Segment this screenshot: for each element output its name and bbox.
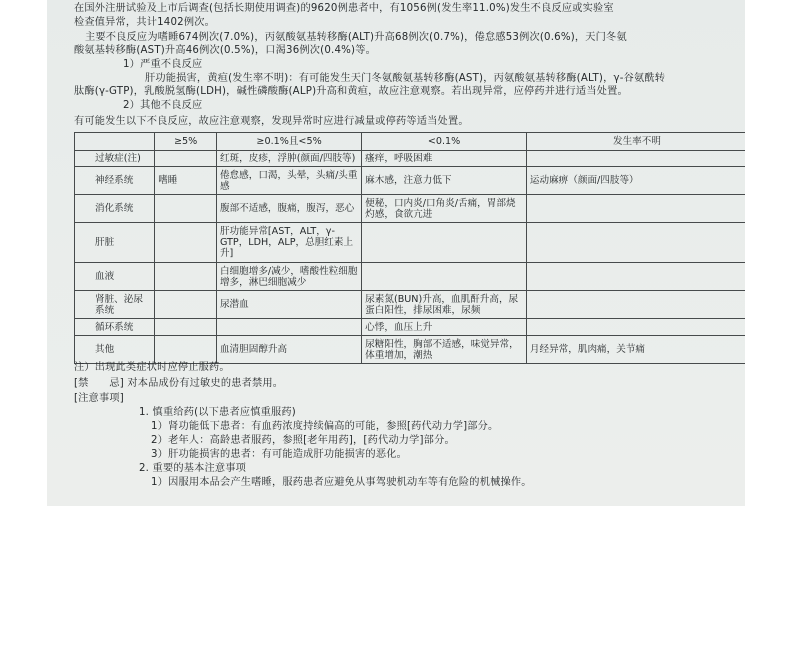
- table-cell: [526, 195, 745, 223]
- system-cell: 过敏症(注): [75, 151, 155, 167]
- intro-line-1: 在国外注册试验及上市后调查(包括长期使用调查)的9620例患者中，有1056例(发生率11.0%)发生不良反应或实验室: [74, 3, 614, 14]
- table-row: [75, 336, 746, 364]
- table-cell: [362, 223, 527, 263]
- system-cell: 肝脏: [75, 223, 155, 263]
- table-cell: 白细胞增多/减少，嗜酸性粒细胞增多，淋巴细胞减少: [216, 263, 361, 291]
- table-cell: 红斑，皮疹，浮肿(颜面/四肢等): [216, 151, 361, 167]
- severe-heading: 1）严重不良反应: [123, 59, 203, 70]
- adverse-reaction-table: [74, 132, 745, 364]
- table-cell: [155, 151, 217, 167]
- table-row: [75, 263, 746, 291]
- table-cell: [526, 319, 745, 336]
- table-cell: [526, 223, 745, 263]
- header-cell: ≥5%: [155, 133, 217, 151]
- intro-line-3: 主要不良反应为嗜睡674例次(7.0%)，丙氨酸氨基转移酶(ALT)升高68例次(0.7%)，倦怠感53例次(0.6%)，天门冬氨: [85, 32, 627, 43]
- table-cell: 便秘，口内炎/口角炎/舌痛，胃部烧灼感，食欲亢进: [362, 195, 527, 223]
- system-cell: 血液: [75, 263, 155, 291]
- system-cell: 肾脏、泌尿系统: [75, 291, 155, 319]
- table-cell: 嗜睡: [155, 167, 217, 195]
- table-header-row: [75, 133, 746, 151]
- table-cell: [526, 263, 745, 291]
- table-cell: 血清胆固醇升高: [216, 336, 361, 364]
- system-cell: 其他: [75, 336, 155, 364]
- table-cell: [216, 319, 361, 336]
- table-row: [75, 167, 746, 195]
- package-insert-sheet: [47, 0, 745, 506]
- table-cell: [155, 291, 217, 319]
- precaution-item-1-1: 1）肾功能低下患者：有血药浓度持续偏高的可能，参照[药代动力学]部分。: [151, 421, 499, 432]
- table-cell: [362, 263, 527, 291]
- table-cell: [155, 223, 217, 263]
- table-cell: 倦怠感，口渴，头晕，头痛/头重感: [216, 167, 361, 195]
- system-cell: 消化系统: [75, 195, 155, 223]
- precaution-item-1: 1. 慎重给药(以下患者应慎重服药): [139, 407, 296, 418]
- table-cell: 尿潜血: [216, 291, 361, 319]
- table-cell: [155, 319, 217, 336]
- other-line-1: 有可能发生以下不良反应，故应注意观察，发现异常时应进行减量或停药等适当处置。: [74, 116, 469, 127]
- table-cell: [526, 151, 745, 167]
- table-cell: [155, 195, 217, 223]
- header-cell: [75, 133, 155, 151]
- table-cell: [155, 336, 217, 364]
- precautions-heading: [注意事项]: [74, 393, 124, 404]
- severe-line-1: 肝功能损害，黄疸(发生率不明)：有可能发生天门冬氨酸氨基转移酶(AST)，丙氨酸氨基转移酶(ALT)，γ-谷氨酰转: [145, 73, 666, 84]
- system-cell: 循环系统: [75, 319, 155, 336]
- table-row: [75, 291, 746, 319]
- precaution-item-2: 2. 重要的基本注意事项: [139, 463, 247, 474]
- table-cell: 肝功能异常[AST，ALT，γ-GTP，LDH，ALP，总胆红素上升]: [216, 223, 361, 263]
- severe-line-2: 肽酶(γ-GTP)，乳酸脱氢酶(LDH)，碱性磷酸酶(ALP)升高和黄疸，故应注意观察。若出现异常，应停药并进行适当处置。: [74, 86, 628, 97]
- table-cell: [526, 291, 745, 319]
- intro-line-4: 酸氨基转移酶(AST)升高46例次(0.5%)，口渴36例次(0.4%)等。: [74, 45, 376, 56]
- system-cell: 神经系统: [75, 167, 155, 195]
- precaution-item-2-1: 1）因服用本品会产生嗜睡，服药患者应避免从事驾驶机动车等有危险的机械操作。: [151, 477, 532, 488]
- header-cell: <0.1%: [362, 133, 527, 151]
- header-cell: ≥0.1%且<5%: [216, 133, 361, 151]
- table-cell: [155, 263, 217, 291]
- table-cell: 麻木感，注意力低下: [362, 167, 527, 195]
- table-row: [75, 223, 746, 263]
- table-cell: 月经异常，肌肉痛，关节痛: [526, 336, 745, 364]
- table-footnote: 注）出现此类症状时应停止服药。: [74, 362, 230, 373]
- contraindication: [禁 忌] 对本品成份有过敏史的患者禁用。: [74, 378, 284, 389]
- other-heading: 2）其他不良反应: [123, 100, 203, 111]
- intro-line-2: 检查值异常，共计1402例次。: [74, 17, 215, 28]
- precaution-item-1-2: 2）老年人：高龄患者服药，参照[老年用药]，[药代动力学]部分。: [151, 435, 455, 446]
- table-cell: 运动麻痹（颜面/四肢等）: [526, 167, 745, 195]
- table-cell: 腹部不适感，腹痛，腹泻，恶心: [216, 195, 361, 223]
- table-cell: 瘙痒，呼吸困难: [362, 151, 527, 167]
- table-cell: 心悸，血压上升: [362, 319, 527, 336]
- table-row: [75, 151, 746, 167]
- table-cell: 尿糖阳性，胸部不适感，味觉异常，体重增加，潮热: [362, 336, 527, 364]
- table-row: [75, 195, 746, 223]
- header-cell: 发生率不明: [526, 133, 745, 151]
- table-row: [75, 319, 746, 336]
- precaution-item-1-3: 3）肝功能损害的患者：有可能造成肝功能损害的恶化。: [151, 449, 407, 460]
- table-cell: 尿素氮(BUN)升高，血肌酐升高，尿蛋白阳性，排尿困难，尿频: [362, 291, 527, 319]
